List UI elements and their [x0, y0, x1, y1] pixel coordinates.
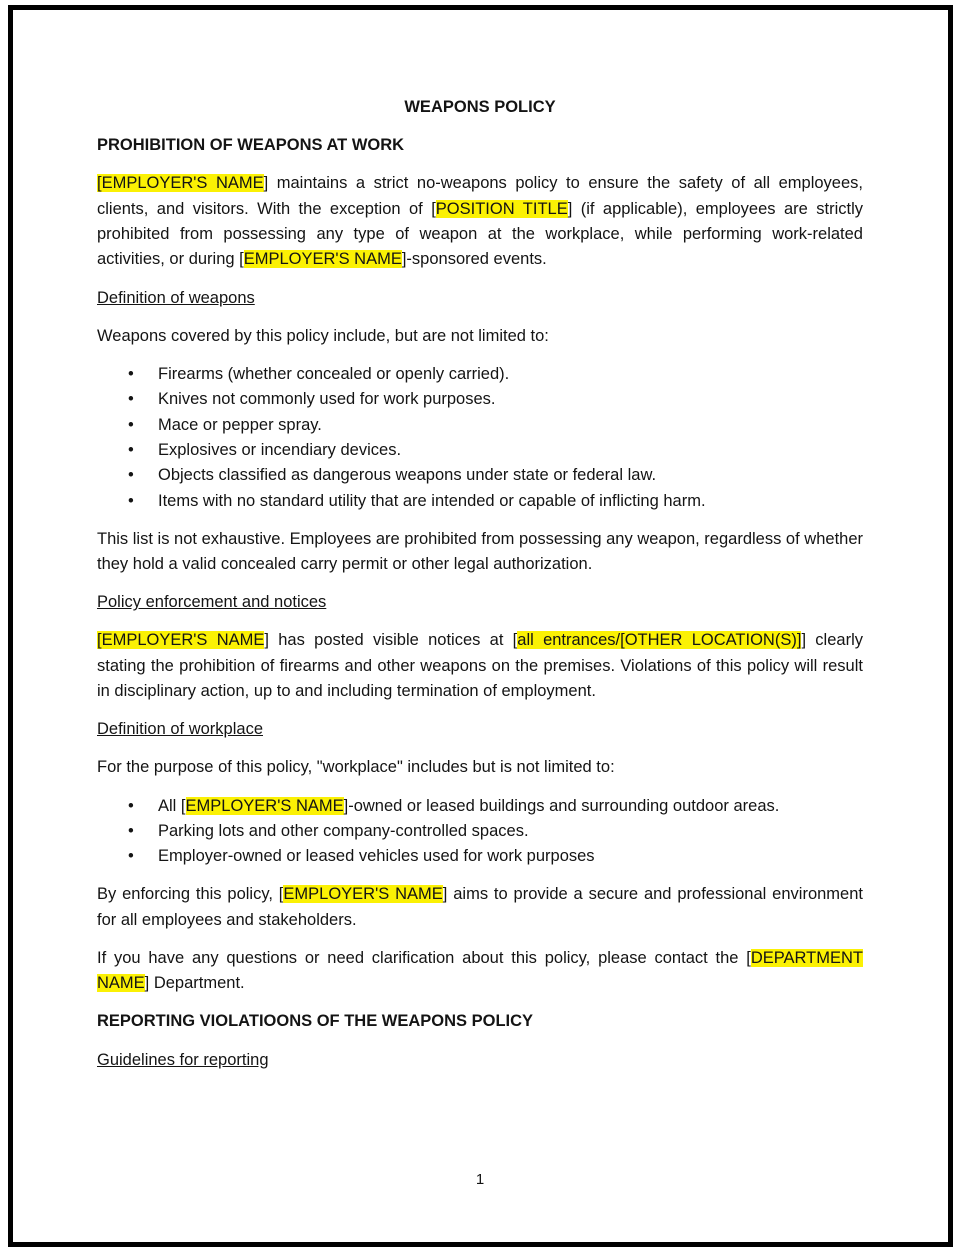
highlighted-placeholder: EMPLOYER'S NAME [283, 885, 443, 904]
subheading-definition-of-weapons: Definition of weapons [97, 288, 255, 307]
list-item [97, 463, 863, 488]
workplace-list [97, 794, 863, 870]
questions-paragraph [97, 946, 863, 997]
text-run: Firearms (whether concealed or openly carried). [158, 364, 510, 383]
text-run: Explosives or incendiary devices. [158, 440, 402, 459]
list-item [97, 819, 863, 844]
highlighted-placeholder: [EMPLOYER'S NAME [97, 174, 264, 193]
highlighted-placeholder: all entrances/[OTHER LOCATION(S)] [517, 631, 802, 650]
text-run: Objects classified as dangerous weapons under state or federal law. [158, 466, 657, 485]
list-item [97, 844, 863, 869]
document-body [97, 95, 863, 1086]
text-run: Knives not commonly used for work purposes. [158, 390, 496, 409]
text-run: ] (if applicable), employees are strictly prohibited from possessing any type of weapon at the workplace, while performing work-related activities, or during [ [97, 199, 863, 269]
list-item [97, 387, 863, 412]
text-run: All [ [158, 796, 186, 815]
heading-reporting-violations: REPORTING VIOLATIOONS OF THE WEAPONS POLICY [97, 1012, 534, 1031]
list-item [97, 794, 863, 819]
text-run: ] clearly stating the prohibition of firearms and other weapons on the premises. Violations of this policy will result in disciplinary action, up to and including termination of employment. [97, 631, 863, 701]
workplace-purpose-paragraph: For the purpose of this policy, "workplace" includes but is not limited to: [97, 758, 615, 777]
list-item [97, 413, 863, 438]
text-run: By enforcing this policy, [ [97, 885, 284, 904]
not-exhaustive-paragraph: This list is not exhaustive. Employees are prohibited from possessing any weapon, regardless of whether they hold a valid concealed carry permit or other legal authorization. [97, 529, 863, 574]
text-run: ]-owned or leased buildings and surrounding outdoor areas. [343, 796, 780, 815]
intro-paragraph [97, 171, 863, 273]
weapons-covered-paragraph: Weapons covered by this policy include, but are not limited to: [97, 326, 549, 345]
doc-title: WEAPONS POLICY [404, 98, 556, 116]
heading-prohibition-of-weapons: PROHIBITION OF WEAPONS AT WORK [97, 136, 405, 155]
text-run: ] aims to provide a secure and professional environment for all employees and stakeholders. [97, 885, 863, 929]
subheading-guidelines-for-reporting: Guidelines for reporting [97, 1050, 269, 1069]
text-run: If you have any questions or need clarification about this policy, please contact the [ [97, 948, 751, 967]
page-number: 1 [475, 1171, 485, 1188]
highlighted-placeholder: [EMPLOYER'S NAME [97, 631, 265, 650]
enforcing-paragraph [97, 882, 863, 933]
text-run: Parking lots and other company-controlled spaces. [158, 821, 529, 840]
text-run: ] has posted visible notices at [ [264, 631, 518, 650]
highlighted-placeholder: EMPLOYER'S NAME [185, 796, 344, 815]
text-run: ] maintains a strict no-weapons policy to ensure the safety of all employees, clients, and visitors. With the exception of [ [97, 174, 863, 218]
text-run: Employer-owned or leased vehicles used for work purposes [158, 847, 595, 866]
text-run: ] Department. [144, 974, 245, 993]
subheading-policy-enforcement: Policy enforcement and notices [97, 593, 327, 612]
list-item [97, 438, 863, 463]
subheading-definition-of-workplace: Definition of workplace [97, 720, 263, 739]
list-item [97, 489, 863, 514]
highlighted-placeholder: DEPARTMENT NAME [97, 948, 863, 993]
text-run: ]-sponsored events. [401, 250, 547, 269]
highlighted-placeholder: POSITION TITLE [435, 199, 568, 218]
highlighted-placeholder: EMPLOYER'S NAME [243, 250, 402, 269]
text-run: Items with no standard utility that are intended or capable of inflicting harm. [158, 491, 706, 510]
enforcement-paragraph [97, 628, 863, 704]
list-item [97, 362, 863, 387]
text-run: Mace or pepper spray. [158, 415, 322, 434]
weapons-list [97, 362, 863, 514]
